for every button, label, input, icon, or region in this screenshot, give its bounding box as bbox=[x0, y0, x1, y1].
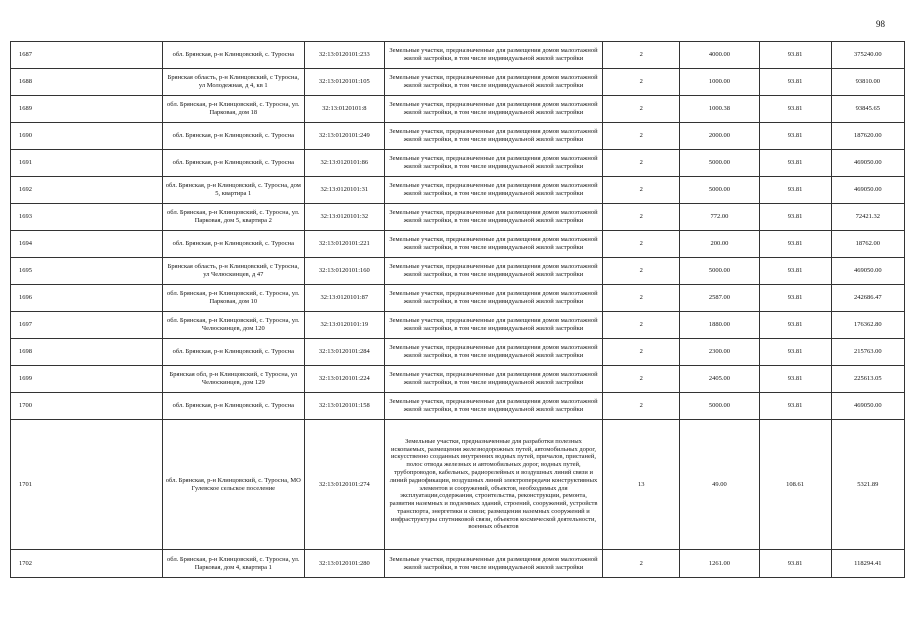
table-row bbox=[11, 339, 905, 366]
rate-cell: 93.81 bbox=[759, 393, 831, 420]
cadastral-number-cell: 32:13:0120101:19 bbox=[305, 312, 385, 339]
cadastral-number-cell: 32:13:0120101:280 bbox=[305, 550, 385, 578]
category-cell: 2 bbox=[603, 204, 680, 231]
category-cell: 2 bbox=[603, 150, 680, 177]
row-number: 1698 bbox=[11, 339, 163, 366]
table-row bbox=[11, 393, 905, 420]
row-number: 1690 bbox=[11, 123, 163, 150]
cadastral-value-cell: 18762.00 bbox=[831, 231, 904, 258]
address-cell: обл. Брянская, р-н Клинцовский, с. Туросна bbox=[162, 393, 305, 420]
land-use-cell: Земельные участки, предназначенные для размещения домов малоэтажной жилой застройки, в том числе индивидуальной жилой застройки bbox=[384, 177, 603, 204]
cadastral-value-cell: 215763.00 bbox=[831, 339, 904, 366]
address-cell: обл. Брянская, р-н Клинцовский, с. Туросна, ул. Парковая, дом 10 bbox=[162, 285, 305, 312]
row-number: 1693 bbox=[11, 204, 163, 231]
cadastral-number-cell: 32:13:0120101:86 bbox=[305, 150, 385, 177]
cadastral-value-cell: 187620.00 bbox=[831, 123, 904, 150]
address-cell: Брянская область, р-н Клинцовский, с Туросна, ул Челюскинцев, д 47 bbox=[162, 258, 305, 285]
area-cell: 1261.00 bbox=[680, 550, 760, 578]
rate-cell: 93.81 bbox=[759, 96, 831, 123]
land-use-cell: Земельные участки, предназначенные для размещения домов малоэтажной жилой застройки, в том числе индивидуальной жилой застройки bbox=[384, 550, 603, 578]
cadastral-value-cell: 225613.05 bbox=[831, 366, 904, 393]
land-use-cell: Земельные участки, предназначенные для размещения домов малоэтажной жилой застройки, в том числе индивидуальной жилой застройки bbox=[384, 366, 603, 393]
area-cell: 772.00 bbox=[680, 204, 760, 231]
rate-cell: 108.61 bbox=[759, 420, 831, 550]
table-row bbox=[11, 150, 905, 177]
address-cell: обл. Брянская, р-н Клинцовский, с. Туросна, ул. Парковая, дом 4, квартира 1 bbox=[162, 550, 305, 578]
category-cell: 2 bbox=[603, 123, 680, 150]
cadastral-number-cell: 32:13:0120101:87 bbox=[305, 285, 385, 312]
cadastral-number-cell: 32:13:0120101:274 bbox=[305, 420, 385, 550]
area-cell: 2587.00 bbox=[680, 285, 760, 312]
land-use-cell: Земельные участки, предназначенные для размещения домов малоэтажной жилой застройки, в том числе индивидуальной жилой застройки bbox=[384, 312, 603, 339]
area-cell: 1000.38 bbox=[680, 96, 760, 123]
table-row bbox=[11, 312, 905, 339]
cadastral-value-cell: 469050.00 bbox=[831, 258, 904, 285]
address-cell: обл. Брянская, р-н Клинцовский, с. Туросна bbox=[162, 123, 305, 150]
cadastral-value-cell: 469050.00 bbox=[831, 150, 904, 177]
cadastral-value-cell: 176362.80 bbox=[831, 312, 904, 339]
table-row bbox=[11, 550, 905, 578]
rate-cell: 93.81 bbox=[759, 366, 831, 393]
category-cell: 2 bbox=[603, 42, 680, 69]
address-cell: обл. Брянская, р-н Клинцовский, с. Туросна, МО Гулевское сельское поселение bbox=[162, 420, 305, 550]
cadastral-value-cell: 93810.00 bbox=[831, 69, 904, 96]
area-cell: 2000.00 bbox=[680, 123, 760, 150]
address-cell: обл. Брянская, р-н Клинцовский, с. Туросна, ул. Парковая, дом 5, квартира 2 bbox=[162, 204, 305, 231]
rate-cell: 93.81 bbox=[759, 258, 831, 285]
category-cell: 2 bbox=[603, 393, 680, 420]
category-cell: 2 bbox=[603, 177, 680, 204]
area-cell: 1880.00 bbox=[680, 312, 760, 339]
row-number: 1697 bbox=[11, 312, 163, 339]
category-cell: 2 bbox=[603, 550, 680, 578]
cadastral-number-cell: 32:13:0120101:249 bbox=[305, 123, 385, 150]
category-cell: 2 bbox=[603, 312, 680, 339]
table-row bbox=[11, 42, 905, 69]
category-cell: 2 bbox=[603, 69, 680, 96]
address-cell: обл. Брянская, р-н Клинцовский, с. Туросна bbox=[162, 231, 305, 258]
category-cell: 2 bbox=[603, 258, 680, 285]
land-use-cell: Земельные участки, предназначенные для размещения домов малоэтажной жилой застройки, в том числе индивидуальной жилой застройки bbox=[384, 258, 603, 285]
area-cell: 5000.00 bbox=[680, 258, 760, 285]
table-row bbox=[11, 69, 905, 96]
cadastral-number-cell: 32:13:0120101:284 bbox=[305, 339, 385, 366]
address-cell: обл. Брянская, р-н Клинцовский, с. Туросна bbox=[162, 339, 305, 366]
area-cell: 5000.00 bbox=[680, 393, 760, 420]
land-use-cell: Земельные участки, предназначенные для размещения домов малоэтажной жилой застройки, в том числе индивидуальной жилой застройки bbox=[384, 69, 603, 96]
row-number: 1701 bbox=[11, 420, 163, 550]
row-number: 1694 bbox=[11, 231, 163, 258]
address-cell: обл. Брянская, р-н Клинцовский, с. Туросна, ул. Парковая, дом 18 bbox=[162, 96, 305, 123]
row-number: 1702 bbox=[11, 550, 163, 578]
rate-cell: 93.81 bbox=[759, 204, 831, 231]
table-row bbox=[11, 366, 905, 393]
row-number: 1695 bbox=[11, 258, 163, 285]
cadastral-number-cell: 32:13:0120101:105 bbox=[305, 69, 385, 96]
category-cell: 2 bbox=[603, 366, 680, 393]
row-number: 1699 bbox=[11, 366, 163, 393]
table-row bbox=[11, 420, 905, 550]
category-cell: 2 bbox=[603, 96, 680, 123]
row-number: 1688 bbox=[11, 69, 163, 96]
rate-cell: 93.81 bbox=[759, 285, 831, 312]
land-use-cell: Земельные участки, предназначенные для размещения домов малоэтажной жилой застройки, в том числе индивидуальной жилой застройки bbox=[384, 339, 603, 366]
land-use-cell: Земельные участки, предназначенные для размещения домов малоэтажной жилой застройки, в том числе индивидуальной жилой застройки bbox=[384, 231, 603, 258]
area-cell: 49.00 bbox=[680, 420, 760, 550]
address-cell: Брянская обл, р-н Клинцовский, с Туросна, ул Челюскинцев, дом 129 bbox=[162, 366, 305, 393]
address-cell: обл. Брянская, р-н Клинцовский, с. Туросна, дом 5, квартира 1 bbox=[162, 177, 305, 204]
rate-cell: 93.81 bbox=[759, 339, 831, 366]
rate-cell: 93.81 bbox=[759, 312, 831, 339]
rate-cell: 93.81 bbox=[759, 550, 831, 578]
cadastral-value-cell: 469050.00 bbox=[831, 177, 904, 204]
row-number: 1700 bbox=[11, 393, 163, 420]
land-use-cell: Земельные участки, предназначенные для размещения домов малоэтажной жилой застройки, в том числе индивидуальной жилой застройки bbox=[384, 393, 603, 420]
table-row bbox=[11, 258, 905, 285]
row-number: 1687 bbox=[11, 42, 163, 69]
cadastral-value-cell: 469050.00 bbox=[831, 393, 904, 420]
cadastral-number-cell: 32:13:0120101:8 bbox=[305, 96, 385, 123]
cadastral-number-cell: 32:13:0120101:158 bbox=[305, 393, 385, 420]
cadastral-number-cell: 32:13:0120101:32 bbox=[305, 204, 385, 231]
land-use-cell: Земельные участки, предназначенные для размещения домов малоэтажной жилой застройки, в том числе индивидуальной жилой застройки bbox=[384, 42, 603, 69]
rate-cell: 93.81 bbox=[759, 42, 831, 69]
land-use-cell: Земельные участки, предназначенные для размещения домов малоэтажной жилой застройки, в том числе индивидуальной жилой застройки bbox=[384, 123, 603, 150]
cadastral-value-cell: 93845.65 bbox=[831, 96, 904, 123]
address-cell: обл. Брянская, р-н Клинцовский, с. Туросна bbox=[162, 42, 305, 69]
row-number: 1696 bbox=[11, 285, 163, 312]
address-cell: Брянская область, р-н Клинцовский, с Туросна, ул Молодежная, д 4, кв 1 bbox=[162, 69, 305, 96]
rate-cell: 93.81 bbox=[759, 69, 831, 96]
land-use-cell: Земельные участки, предназначенные для размещения домов малоэтажной жилой застройки, в том числе индивидуальной жилой застройки bbox=[384, 150, 603, 177]
area-cell: 2405.00 bbox=[680, 366, 760, 393]
category-cell: 2 bbox=[603, 339, 680, 366]
area-cell: 2300.00 bbox=[680, 339, 760, 366]
land-use-cell: Земельные участки, предназначенные для размещения домов малоэтажной жилой застройки, в том числе индивидуальной жилой застройки bbox=[384, 204, 603, 231]
cadastral-value-cell: 5321.89 bbox=[831, 420, 904, 550]
row-number: 1691 bbox=[11, 150, 163, 177]
table-row bbox=[11, 177, 905, 204]
rate-cell: 93.81 bbox=[759, 150, 831, 177]
cadastral-number-cell: 32:13:0120101:224 bbox=[305, 366, 385, 393]
cadastral-value-cell: 375240.00 bbox=[831, 42, 904, 69]
table-row bbox=[11, 96, 905, 123]
address-cell: обл. Брянская, р-н Клинцовский, с. Туросна bbox=[162, 150, 305, 177]
land-use-cell: Земельные участки, предназначенные для размещения домов малоэтажной жилой застройки, в том числе индивидуальной жилой застройки bbox=[384, 96, 603, 123]
table-row bbox=[11, 285, 905, 312]
cadastral-value-cell: 242686.47 bbox=[831, 285, 904, 312]
row-number: 1692 bbox=[11, 177, 163, 204]
land-plots-table bbox=[10, 41, 905, 578]
land-use-cell: Земельные участки, предназначенные для разработки полезных ископаемых, размещения железнодорожных путей, автомобильных дорог, искусственно созданных внутренних водных путей, причалов, пристаней, полос отвода железных и автомобильных дорог, водных путей, трубопроводов, кабельных, радиорелейных и воздушных линий связи и линий радиофикации, воздушных линий электропередачи конструктивных элементов и сооружений, объектов, необходимых для эксплуатации,содержания, строительства, реконструкции, ремонта, развития наземных и подземных зданий, строений, сооружений, устройств транспорта, энергетики и связи; размещения наземных сооружений и инфраструктуры спутниковой связи, объектов космической деятельности, военных объектов bbox=[384, 420, 603, 550]
cadastral-number-cell: 32:13:0120101:221 bbox=[305, 231, 385, 258]
area-cell: 200.00 bbox=[680, 231, 760, 258]
cadastral-number-cell: 32:13:0120101:31 bbox=[305, 177, 385, 204]
row-number: 1689 bbox=[11, 96, 163, 123]
table-row bbox=[11, 231, 905, 258]
table-row bbox=[11, 204, 905, 231]
land-use-cell: Земельные участки, предназначенные для размещения домов малоэтажной жилой застройки, в том числе индивидуальной жилой застройки bbox=[384, 285, 603, 312]
table-row bbox=[11, 123, 905, 150]
area-cell: 1000.00 bbox=[680, 69, 760, 96]
area-cell: 5000.00 bbox=[680, 150, 760, 177]
rate-cell: 93.81 bbox=[759, 231, 831, 258]
category-cell: 2 bbox=[603, 285, 680, 312]
category-cell: 13 bbox=[603, 420, 680, 550]
area-cell: 4000.00 bbox=[680, 42, 760, 69]
address-cell: обл. Брянская, р-н Клинцовский, с. Туросна, ул. Челюскинцев, дом 120 bbox=[162, 312, 305, 339]
page-number: 98 bbox=[876, 19, 885, 29]
cadastral-number-cell: 32:13:0120101:160 bbox=[305, 258, 385, 285]
rate-cell: 93.81 bbox=[759, 177, 831, 204]
rate-cell: 93.81 bbox=[759, 123, 831, 150]
category-cell: 2 bbox=[603, 231, 680, 258]
area-cell: 5000.00 bbox=[680, 177, 760, 204]
cadastral-value-cell: 72421.32 bbox=[831, 204, 904, 231]
cadastral-value-cell: 118294.41 bbox=[831, 550, 904, 578]
cadastral-number-cell: 32:13:0120101:233 bbox=[305, 42, 385, 69]
